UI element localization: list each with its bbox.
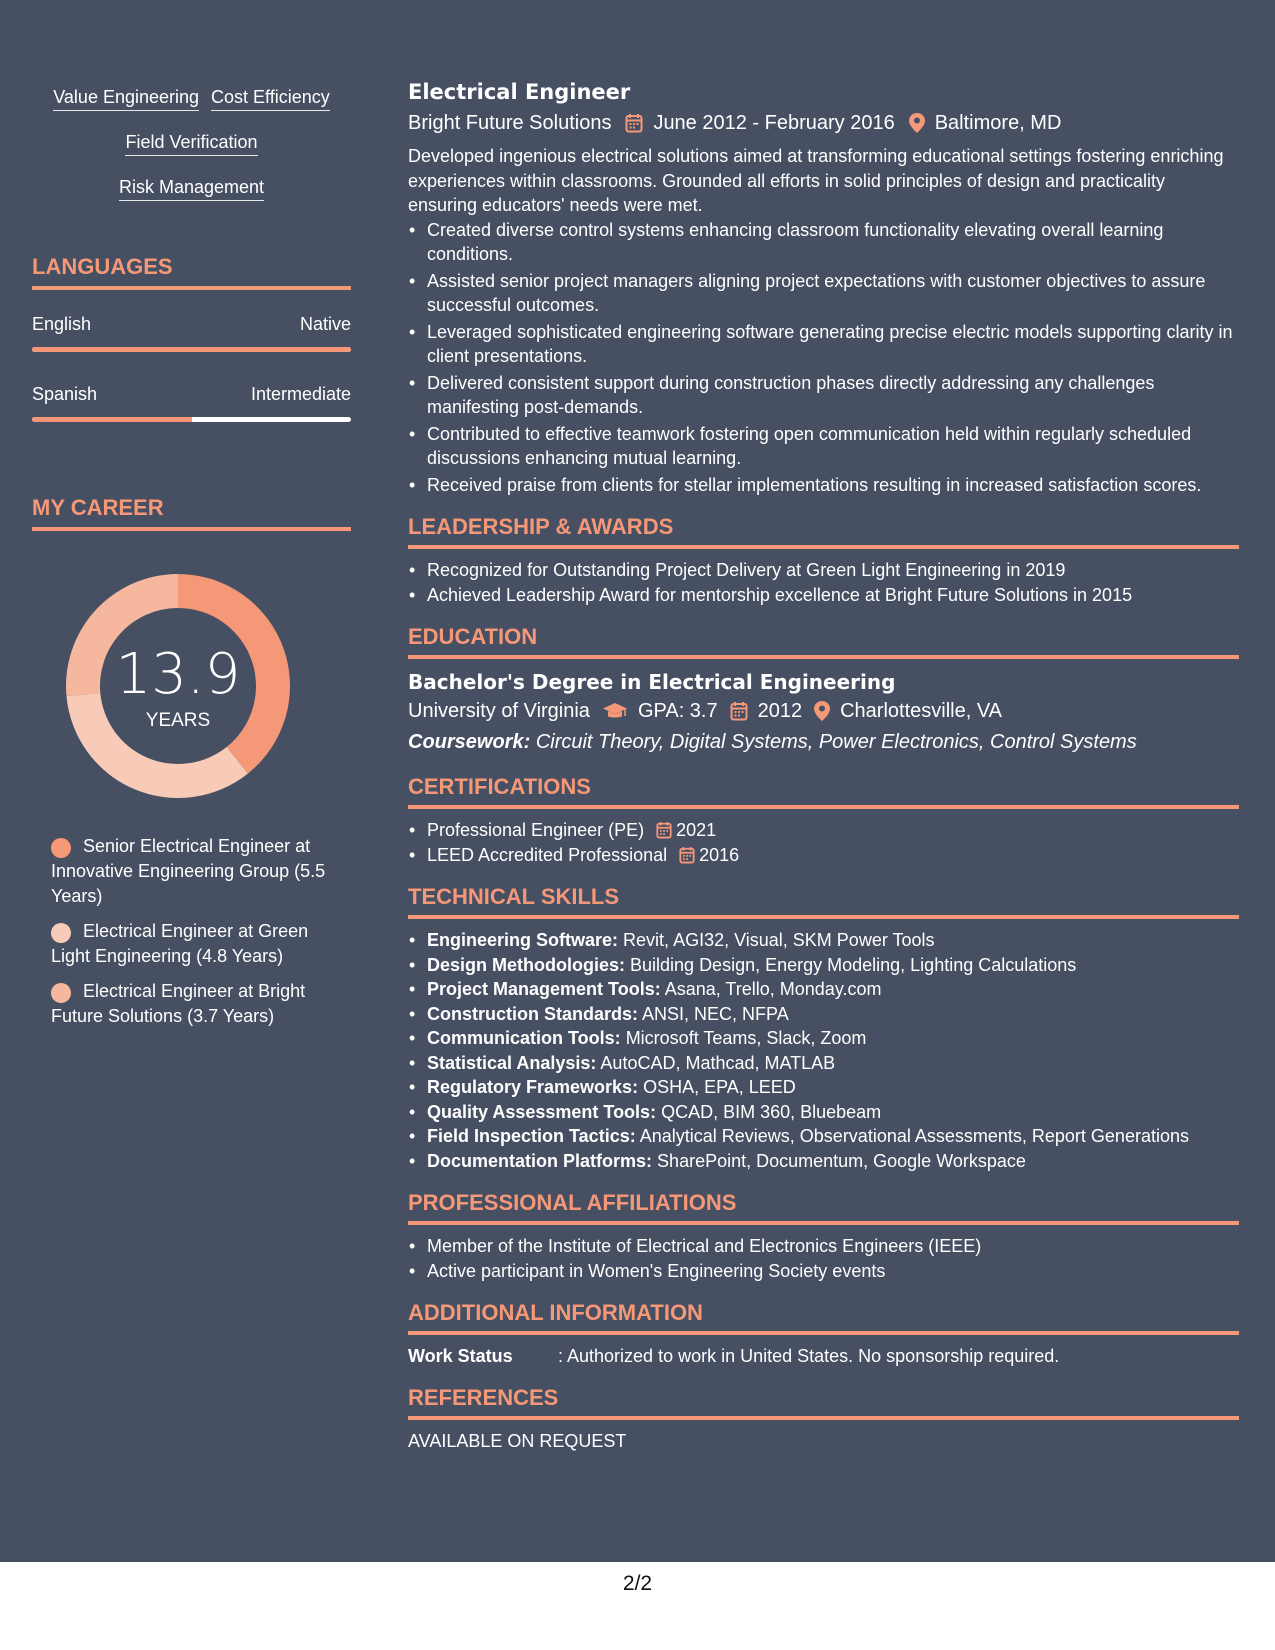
technical-skill-item — [408, 1026, 1239, 1051]
section-heading: PROFESSIONAL AFFILIATIONS — [408, 1189, 1239, 1225]
certification-item — [408, 843, 1239, 868]
skill-category: Engineering Software: — [427, 930, 619, 950]
technical-skill-item — [408, 977, 1239, 1002]
legend-dot — [51, 923, 71, 943]
skill-tag: Value Engineering — [53, 86, 199, 111]
section-heading: EDUCATION — [408, 623, 1239, 659]
skill-values: ANSI, NEC, NFPA — [642, 1003, 789, 1024]
skill-row — [32, 131, 351, 176]
company-name: Bright Future Solutions — [408, 112, 612, 134]
skill-values: Building Design, Energy Modeling, Lighting Calculations — [630, 954, 1077, 975]
calendar-icon — [679, 846, 695, 864]
career-legend — [51, 834, 351, 1039]
skill-category: Quality Assessment Tools: — [427, 1101, 657, 1122]
career-total-unit: YEARS — [145, 710, 211, 731]
skill-values: SharePoint, Documentum, Google Workspace — [657, 1150, 1026, 1171]
technical-skill-item — [408, 1124, 1239, 1149]
affiliations-list — [408, 1234, 1239, 1283]
skill-values: Microsoft Teams, Slack, Zoom — [625, 1028, 867, 1048]
technical-skills-section — [408, 883, 1239, 1173]
affiliation-item: • Active participant in Women's Engineering Society events — [408, 1259, 1239, 1284]
language-name: English — [32, 314, 92, 334]
certification-name: • LEED Accredited Professional — [427, 844, 668, 865]
degree-title: Bachelor's Degree in Electrical Engineering — [408, 670, 896, 694]
career-legend-label: Electrical Engineer at Green Light Engineering (4.8 Years) — [51, 921, 309, 966]
career-total-years: 13.9 — [115, 642, 241, 707]
language-proficiency-bar — [32, 347, 351, 352]
job-meta — [408, 108, 1239, 138]
career-heading: MY CAREER — [32, 495, 351, 531]
career-legend-item — [51, 979, 351, 1029]
section-heading: LEADERSHIP & AWARDS — [408, 513, 1239, 549]
career-legend-item — [51, 919, 351, 969]
certifications-section — [408, 773, 1239, 867]
language-proficiency-fill — [32, 417, 192, 422]
award-item: • Achieved Leadership Award for mentorship excellence at Bright Future Solutions in 2015 — [408, 583, 1239, 608]
location-pin-icon — [909, 113, 925, 133]
work-status-label: Work Status — [408, 1346, 513, 1366]
skill-values: Asana, Trello, Monday.com — [664, 979, 882, 999]
section-heading: REFERENCES — [408, 1384, 1239, 1420]
certification-year: 2016 — [699, 844, 740, 865]
language-proficiency-fill — [32, 347, 351, 352]
career-legend-label: Senior Electrical Engineer at Innovative Engineering Group (5.5 Years) — [51, 836, 326, 906]
gpa: GPA: 3.7 — [637, 700, 718, 722]
section-heading: TECHNICAL SKILLS — [408, 883, 1239, 919]
award-item: • Recognized for Outstanding Project Delivery at Green Light Engineering in 2019 — [408, 558, 1239, 583]
job-bullet: • Contributed to effective teamwork fostering open communication held within regularly scheduled discussions enhancing mutual learning. — [408, 422, 1239, 471]
technical-skill-item — [408, 1075, 1239, 1100]
coursework — [408, 727, 1239, 757]
skill-tag: Field Verification — [125, 131, 257, 156]
language-name: Spanish — [32, 384, 98, 404]
references-text: AVAILABLE ON REQUEST — [408, 1431, 627, 1451]
language-level: Native — [299, 314, 351, 334]
language-proficiency-bar — [32, 417, 351, 422]
job-dates: June 2012 - February 2016 — [653, 112, 895, 134]
certification-item — [408, 818, 1239, 843]
education-section — [408, 623, 1239, 757]
technical-skill-item — [408, 1051, 1239, 1076]
leadership-list — [408, 558, 1239, 607]
skill-category: Field Inspection Tactics: — [427, 1126, 636, 1146]
skill-tag: Cost Efficiency — [211, 86, 330, 111]
career-legend-item — [51, 834, 351, 909]
technical-skill-item — [408, 1002, 1239, 1027]
technical-skill-item — [408, 928, 1239, 953]
affiliations-section — [408, 1189, 1239, 1283]
language-english — [32, 314, 351, 352]
coursework-label: Coursework: — [408, 731, 531, 753]
skill-tag: Risk Management — [119, 176, 264, 201]
main-content — [408, 78, 1239, 1453]
technical-skill-item — [408, 1149, 1239, 1174]
section-heading: ADDITIONAL INFORMATION — [408, 1299, 1239, 1335]
skill-values: Analytical Reviews, Observational Assessments, Report Generations — [639, 1126, 1189, 1146]
job-title: Electrical Engineer — [408, 80, 631, 104]
graduation-year: 2012 — [757, 700, 803, 722]
skill-values: AutoCAD, Mathcad, MATLAB — [600, 1052, 836, 1073]
skill-values: QCAD, BIM 360, Bluebeam — [661, 1101, 882, 1122]
school-location: Charlottesville, VA — [840, 700, 1003, 722]
job-bullets — [408, 218, 1239, 498]
legend-dot — [51, 983, 71, 1003]
skill-values: OSHA, EPA, LEED — [643, 1077, 796, 1097]
calendar-icon — [625, 113, 643, 133]
certifications-list — [408, 818, 1239, 867]
section-heading: CERTIFICATIONS — [408, 773, 1239, 809]
work-status-row — [408, 1344, 1239, 1368]
job-bullet: • Leveraged sophisticated engineering software generating precise electric models supporting clarity in client presentations. — [408, 320, 1239, 369]
additional-info-section — [408, 1299, 1239, 1368]
skill-category: Design Methodologies: — [427, 954, 625, 975]
job-description: Developed ingenious electrical solutions aimed at transforming educational settings fostering enriching experiences within classrooms. Grounded all efforts in solid principles of design and practicality ensuring educators' needs were met. — [408, 146, 1224, 215]
affiliation-item: • Member of the Institute of Electrical and Electronics Engineers (IEEE) — [408, 1234, 1239, 1259]
languages-heading: LANGUAGES — [32, 254, 351, 290]
job-bullet: • Assisted senior project managers aligning project expectations with customer objectives to assure successful outcomes. — [408, 269, 1239, 318]
calendar-icon — [730, 701, 748, 721]
leadership-section — [408, 513, 1239, 607]
career-legend-label: Electrical Engineer at Bright Future Solutions (3.7 Years) — [51, 981, 306, 1026]
job-location: Baltimore, MD — [934, 112, 1062, 134]
school-name: University of Virginia — [408, 700, 590, 722]
career-donut-chart — [66, 574, 290, 803]
experience-entry — [408, 78, 1239, 497]
job-bullet: • Received praise from clients for stellar implementations resulting in increased satisfaction scores. — [408, 473, 1239, 498]
coursework-list: Circuit Theory, Digital Systems, Power Electronics, Control Systems — [535, 731, 1137, 753]
language-level: Intermediate — [250, 384, 351, 404]
skill-category: Documentation Platforms: — [427, 1150, 653, 1171]
skill-category: Construction Standards: — [427, 1003, 639, 1024]
language-spanish — [32, 384, 351, 422]
education-meta — [408, 696, 1239, 726]
job-bullet: • Delivered consistent support during construction phases directly addressing any challenges manifesting post-demands. — [408, 371, 1239, 420]
skill-row — [32, 86, 351, 131]
donut-slice — [66, 693, 247, 798]
skill-category: Project Management Tools: — [427, 979, 661, 999]
location-pin-icon — [814, 701, 830, 721]
skills-list — [32, 86, 351, 221]
skill-category: Statistical Analysis: — [427, 1052, 597, 1073]
skill-values: Revit, AGI32, Visual, SKM Power Tools — [623, 930, 935, 950]
skill-category: Regulatory Frameworks: — [427, 1077, 639, 1097]
technical-skills-list — [408, 928, 1239, 1173]
work-status-value: : Authorized to work in United States. No sponsorship required. — [558, 1346, 1060, 1366]
legend-dot — [51, 838, 71, 858]
skill-category: Communication Tools: — [427, 1028, 621, 1048]
calendar-icon — [656, 821, 672, 839]
certification-name: • Professional Engineer (PE) — [427, 820, 645, 840]
technical-skill-item — [408, 953, 1239, 978]
skill-row — [32, 176, 351, 221]
certification-year: 2021 — [676, 820, 717, 840]
references-section — [408, 1384, 1239, 1453]
job-bullet: • Created diverse control systems enhancing classroom functionality elevating overall learning conditions. — [408, 218, 1239, 267]
graduation-cap-icon — [602, 701, 628, 721]
page-number: 2/2 — [622, 1572, 653, 1595]
technical-skill-item — [408, 1100, 1239, 1125]
